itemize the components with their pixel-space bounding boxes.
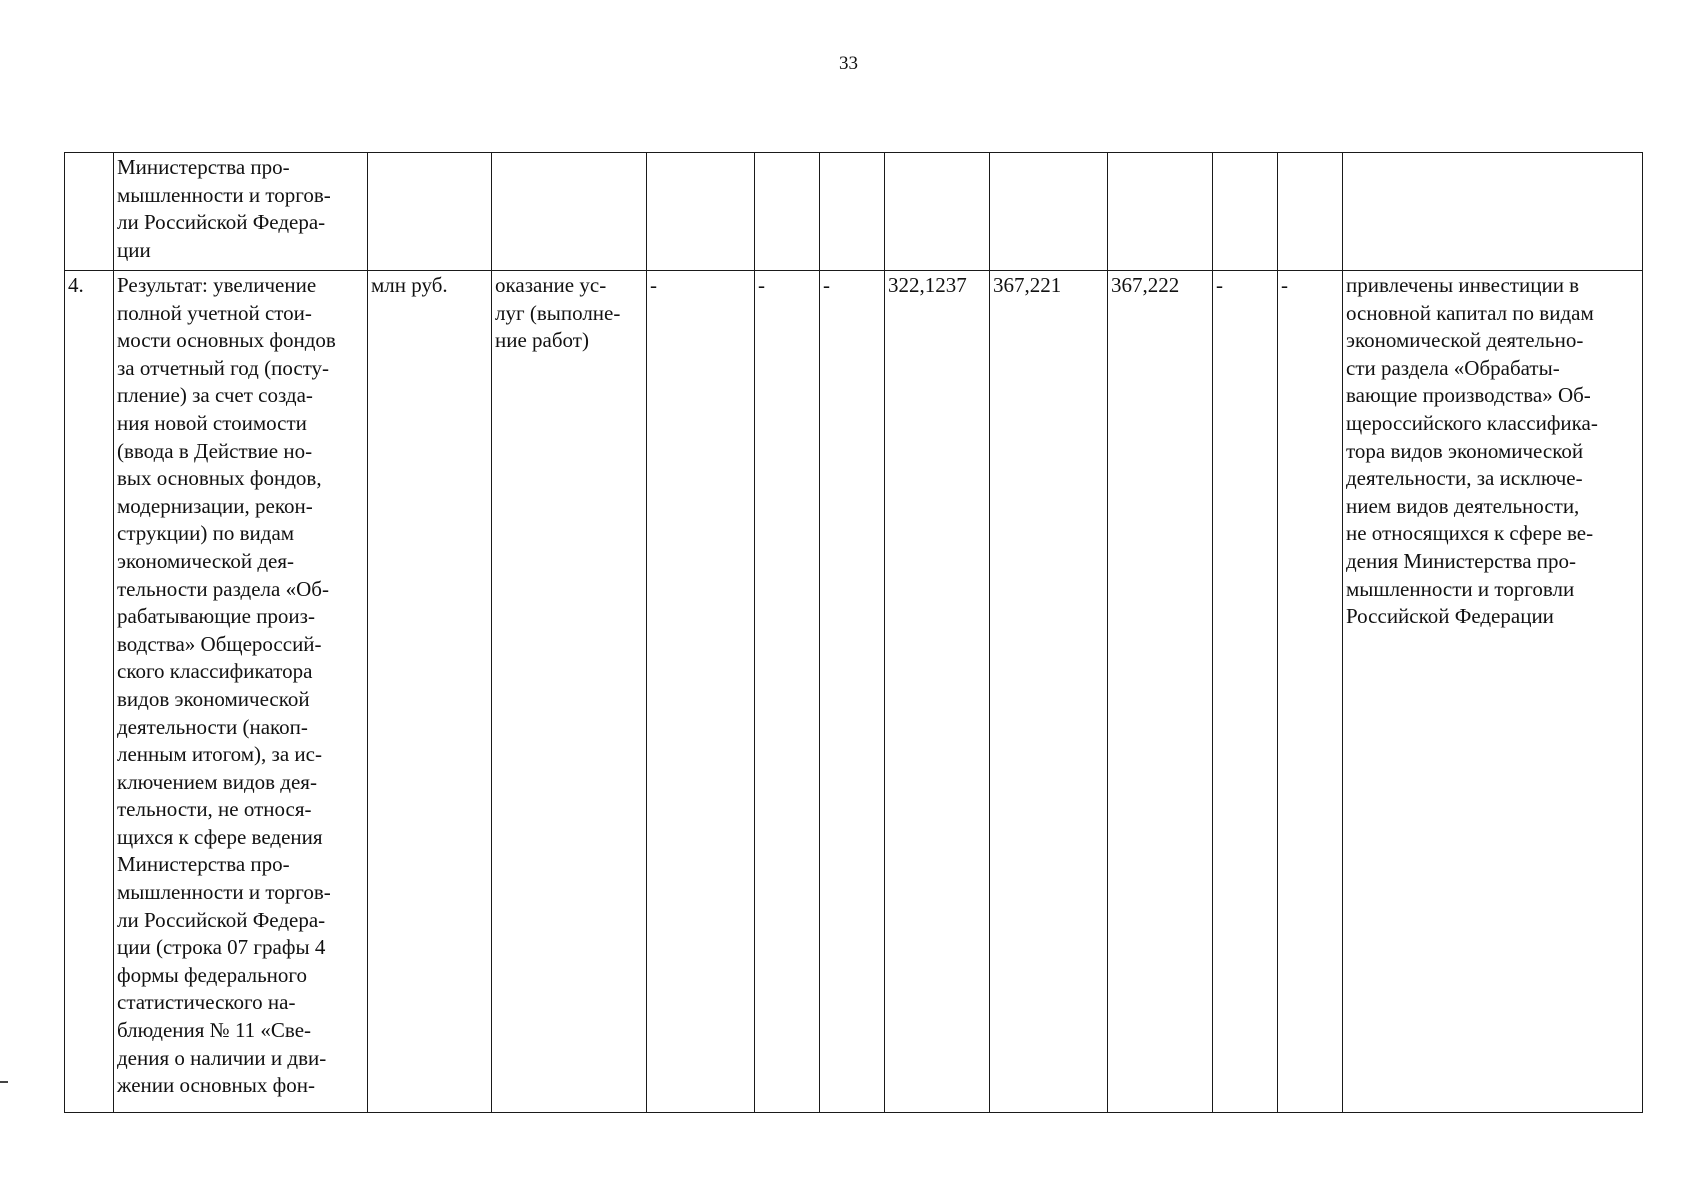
result-type-cell	[492, 153, 647, 271]
value-cell-12	[1278, 153, 1343, 271]
result-type-cell	[492, 271, 647, 1113]
page-number: 33	[839, 53, 858, 74]
value-cell-10: 367,222	[1108, 271, 1213, 1113]
value-cell-9: 367,221	[990, 271, 1108, 1113]
value-cell-5: -	[647, 271, 755, 1113]
description-text: привлечены инвестиции в основной капитал по видам экономической деятельно- сти раздела «Обрабаты- вающие производства» Об- щероссийского классифика- тора видов экономической деятельности, за исключе- нием видов деятельности, не относящихся к сфере ве- дения Министерства про- мышленности и торговли Российской Федерации	[1346, 273, 1598, 629]
value-cell-6: -	[755, 271, 820, 1113]
value-cell-9	[990, 153, 1108, 271]
value-cell-8: 322,1237	[885, 271, 990, 1113]
value-cell-7: -	[820, 271, 885, 1113]
value-cell-7	[820, 153, 885, 271]
value-cell-6	[755, 153, 820, 271]
row-number-cell	[65, 153, 114, 271]
value-cell-5	[647, 153, 755, 271]
value-cell-10	[1108, 153, 1213, 271]
result-name-cell	[114, 153, 368, 271]
description-cell	[1343, 153, 1643, 271]
value-cell-11: -	[1213, 271, 1278, 1113]
value-cell-11	[1213, 153, 1278, 271]
row-number-cell: 4.	[65, 271, 114, 1113]
unit-cell	[368, 153, 492, 271]
scan-margin-mark	[0, 1081, 8, 1083]
result-name-text: Министерства про- мышленности и торгов- ли Российской Федера- ции	[117, 155, 331, 262]
results-table	[64, 152, 1643, 1113]
result-name-text: Результат: увеличение полной учетной стои- мости основных фондов за отчетный год (посту- пление) за счет созда- ния новой стоимости (ввода в Действие но- вых основных фондов, модернизации, рекон- струкции) по видам экономической дея- тельности раздела «Об- рабатывающие произ- водства» Общероссий- ского классификатора видов экономической деятельности (накоп- ленным итогом), за ис- ключением видов дея- тельности, не относя- щихся к сфере ведения Министерства про- мышленности и торгов- ли Российской Федера- ции (строка 07 графы 4 формы федерального статистического на- блюдения № 11 «Све- дения о наличии и дви- жении основных фон-	[117, 273, 336, 1098]
value-cell-12: -	[1278, 271, 1343, 1113]
result-name-cell	[114, 271, 368, 1113]
value-cell-8	[885, 153, 990, 271]
result-type-text: оказание ус- луг (выполне- ние работ)	[495, 273, 621, 353]
table-row	[65, 271, 1643, 1113]
unit-cell: млн руб.	[368, 271, 492, 1113]
description-cell	[1343, 271, 1643, 1113]
table-row	[65, 153, 1643, 271]
